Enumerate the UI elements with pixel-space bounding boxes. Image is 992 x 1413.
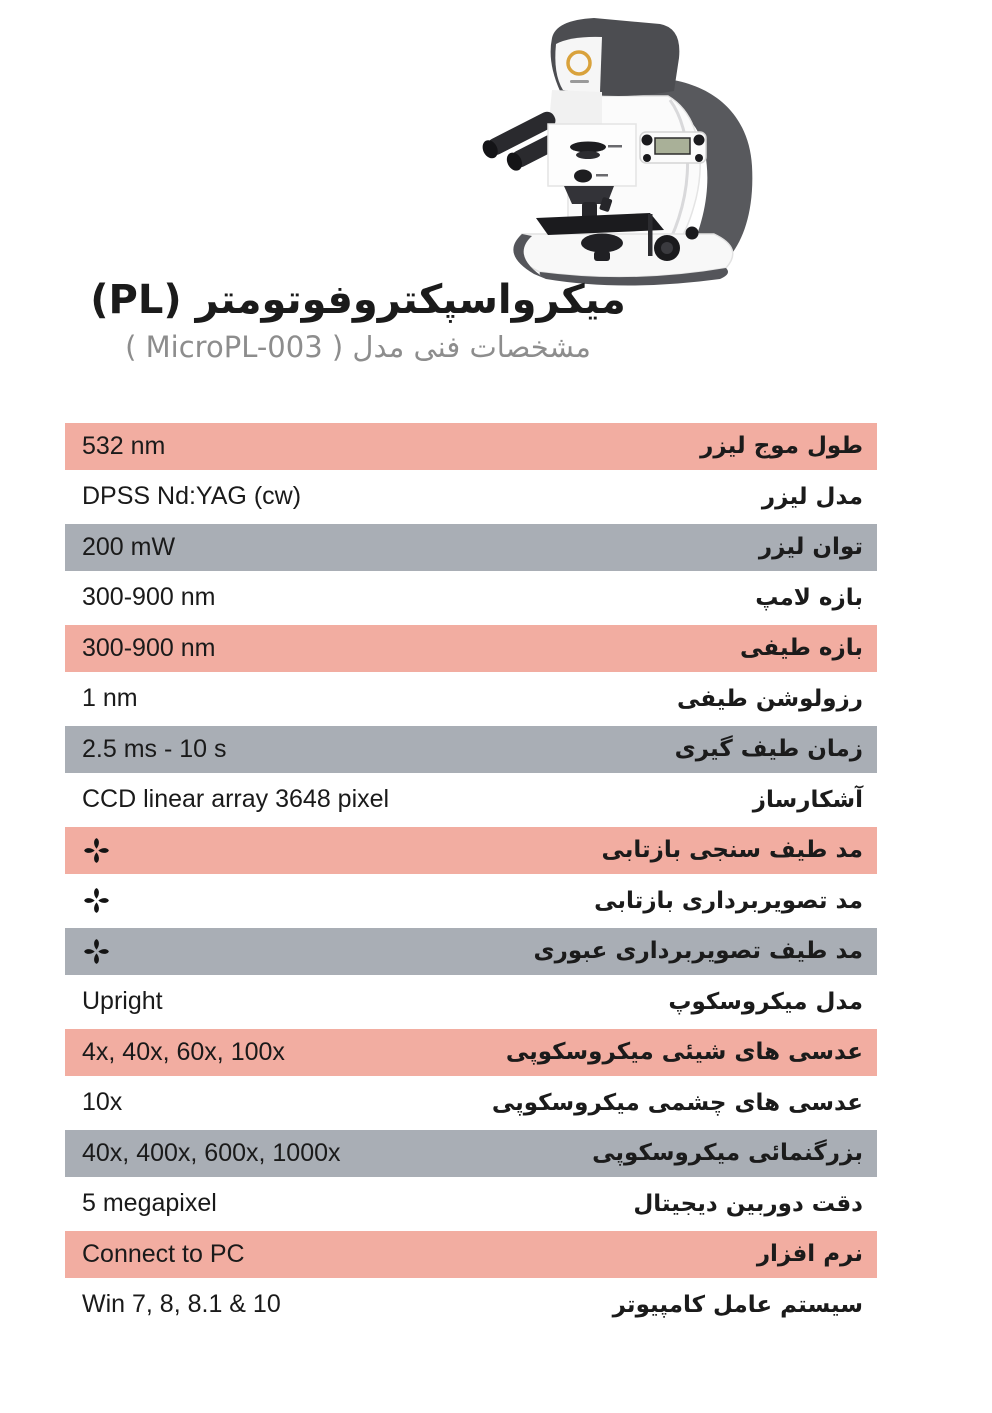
table-row — [65, 573, 877, 624]
lcd-panel — [640, 132, 706, 163]
spec-value: 200 mW — [82, 532, 176, 561]
spec-label: رزولوشن طیفی — [676, 685, 863, 712]
microscope-svg — [452, 4, 788, 290]
spec-value: 40x, 400x, 600x, 1000x — [82, 1138, 341, 1167]
feature-available-flower-icon — [82, 886, 111, 915]
table-row — [65, 977, 877, 1028]
spec-label: عدسی های چشمی میکروسکوپی — [491, 1089, 863, 1116]
spec-value: 2.5 ms - 10 s — [82, 734, 227, 763]
table-row — [65, 926, 877, 977]
spec-value: CCD linear array 3648 pixel — [82, 785, 390, 814]
header-titles — [38, 276, 678, 365]
table-row — [65, 1280, 877, 1331]
spec-label: سیستم عامل کامپیوتر — [612, 1291, 863, 1318]
spec-label: مد تصویربرداری بازتابی — [594, 887, 863, 914]
page-subtitle: مشخصات فنی مدل ( MicroPL-003 ) — [125, 330, 591, 364]
spec-value: 300-900 nm — [82, 633, 216, 662]
spec-value: Connect to PC — [82, 1239, 245, 1268]
spec-value: 10x — [82, 1088, 123, 1117]
table-row — [65, 623, 877, 674]
spec-label: طول موج لیزر — [700, 433, 863, 460]
page-title: میکرواسپکتروفوتومتر (PL) — [90, 277, 626, 323]
table-row — [65, 472, 877, 523]
spec-label: آشکارساز — [752, 786, 863, 813]
spec-value: 532 nm — [82, 431, 166, 460]
spec-value: Win 7, 8, 8.1 & 10 — [82, 1290, 281, 1319]
spec-label: مدل میکروسکوپ — [668, 988, 863, 1015]
spec-value: 5 megapixel — [82, 1189, 217, 1218]
spec-label: نرم افزار — [756, 1241, 863, 1268]
spec-value: 4x, 40x, 60x, 100x — [82, 1037, 285, 1066]
spec-label: بازه طیفی — [740, 635, 863, 662]
table-row — [65, 1027, 877, 1078]
table-row — [65, 876, 877, 927]
feature-available-flower-icon — [82, 836, 111, 865]
feature-available-flower-icon — [82, 937, 111, 966]
spec-label: مدل لیزر — [761, 483, 863, 510]
microscope-illustration — [452, 4, 788, 290]
spec-value: DPSS Nd:YAG (cw) — [82, 482, 302, 511]
spec-label: بازه لامپ — [755, 584, 863, 611]
spec-value: 1 nm — [82, 684, 138, 713]
spec-label: بزرگنمائی میکروسکوپی — [592, 1140, 863, 1167]
spec-label: دقت دوربین دیجیتال — [633, 1190, 863, 1217]
table-row — [65, 775, 877, 826]
spec-label: توان لیزر — [758, 534, 863, 561]
spec-label: مد طیف سنجی بازتابی — [601, 837, 863, 864]
spec-label: زمان طیف گیری — [674, 736, 863, 763]
spec-table — [65, 421, 877, 1330]
table-row — [65, 724, 877, 775]
table-row — [65, 825, 877, 876]
table-row — [65, 1078, 877, 1129]
table-row — [65, 674, 877, 725]
table-row — [65, 1229, 877, 1280]
spec-label: عدسی های شیئی میکروسکوپی — [505, 1039, 863, 1066]
table-row — [65, 1128, 877, 1179]
spec-value: 300-900 nm — [82, 583, 216, 612]
spec-label: مد طیف تصویربرداری عبوری — [533, 938, 863, 965]
table-row — [65, 421, 877, 472]
table-row — [65, 522, 877, 573]
spec-value: Upright — [82, 987, 163, 1016]
table-row — [65, 1179, 877, 1230]
